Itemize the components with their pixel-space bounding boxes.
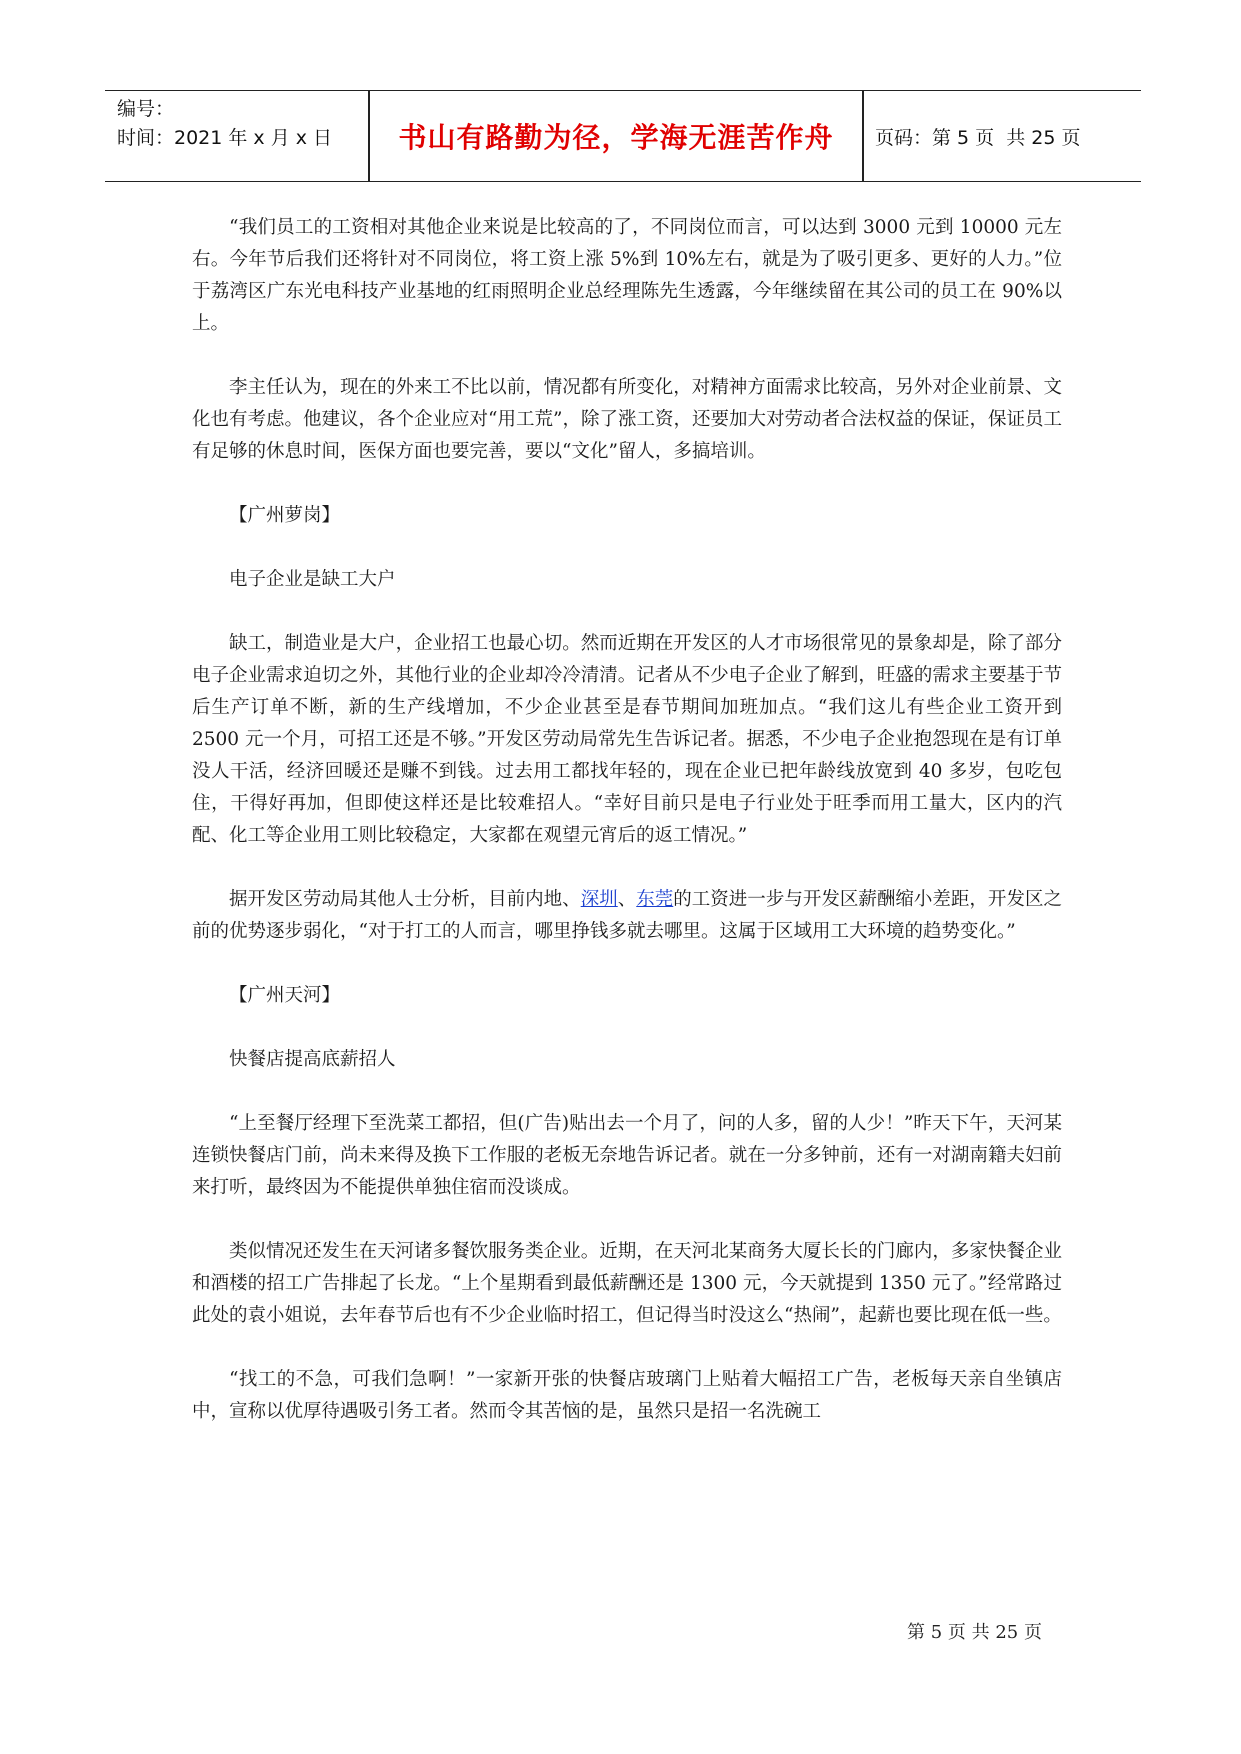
header-page-number [875, 91, 1081, 181]
paragraph: 李主任认为，现在的外来工不比以前，情况都有所变化，对精神方面需求比较高，另外对企业前景、文化也有考虑。他建议，各个企业应对“用工荒”，除了涨工资，还要加大对劳动者合法权益的保证，保证员工有足够的休息时间，医保方面也要完善，要以“文化”留人，多搞培训。 [192, 377, 1062, 462]
paragraph: 缺工，制造业是大户，企业招工也最心切。然而近期在开发区的人才市场很常见的景象却是，除了部分电子企业需求迫切之外，其他行业的企业却冷冷清清。记者从不少电子企业了解到，旺盛的需求主要基于节后生产订单不断，新的生产线增加，不少企业甚至是春节期间加班加点。“我们这儿有些企业工资开到 2500 元一个月，可招工还是不够。”开发区劳动局常先生告诉记者。据悉，不少电子企业抱怨现在是有订单没人干活，经济回暖还是赚不到钱。过去用工都找年轻的，现在企业已把年龄线放宽到 40 多岁，包吃包住，干得好再加，但即使这样还是比较难招人。“幸好目前只是电子行业处于旺季而用工量大，区内的汽配、化工等企业用工则比较稳定，大家都在观望元宵后的返工情况。” [192, 633, 1062, 846]
paragraph-with-links [192, 884, 1062, 948]
section-subheading: 电子企业是缺工大户 [229, 569, 396, 590]
document-time-label: 时间：2021 年 x 月 x 日 [117, 127, 333, 149]
paragraph: “找工的不急，可我们急啊！”一家新开张的快餐店玻璃门上贴着大幅招工广告，老板每天亲自坐镇店中，宣称以优厚待遇吸引务工者。然而令其苦恼的是，虽然只是招一名洗碗工 [192, 1369, 1062, 1422]
header-page-label: 页码：第 5 页 共 25 页 [875, 126, 1081, 149]
paragraph-text: 的工资进一步与开发区薪酬缩小差距，开发区之前的优势逐步弱化，“对于打工的人而言，哪里挣钱多就去哪里。这属于区域用工大环境的趋势变化。” [192, 889, 1062, 942]
section-heading: 【广州萝岗】 [229, 505, 341, 526]
paragraph: 类似情况还发生在天河诸多餐饮服务类企业。近期，在天河北某商务大厦长长的门廊内，多家快餐企业和酒楼的招工广告排起了长龙。“上个星期看到最低薪酬还是 1300 元，今天就提到 1350 元了。”经常路过此处的袁小姐说，去年春节后也有不少企业临时招工，但记得当时没这么“热闹”，起薪也要比现在低一些。 [192, 1241, 1062, 1326]
paragraph-text: 、 [617, 889, 637, 910]
paragraph-text: 据开发区劳动局其他人士分析，目前内地、 [229, 889, 581, 910]
page-header [105, 90, 1141, 182]
paragraph: “我们员工的工资相对其他企业来说是比较高的了，不同岗位而言，可以达到 3000 元到 10000 元左右。今年节后我们还将针对不同岗位，将工资上涨 5%到 10%左右，就是为了吸引更多、更好的人力。”位于荔湾区广东光电科技产业基地的红雨照明企业总经理陈先生透露，今年继续留在其公司的员工在 90%以上。 [192, 217, 1062, 334]
paragraph: “上至餐厅经理下至洗菜工都招，但(广告)贴出去一个月了，问的人多，留的人少！”昨天下午，天河某连锁快餐店门前，尚未来得及换下工作服的老板无奈地告诉记者。就在一分多钟前，还有一对湖南籍夫妇前来打听，最终因为不能提供单独住宿而没谈成。 [192, 1113, 1062, 1198]
link-dongguan[interactable]: 东莞 [636, 889, 674, 910]
document-number-label: 编号： [117, 98, 175, 120]
header-motto: 书山有路勤为径，学海无涯苦作舟 [398, 121, 834, 154]
link-shenzhen[interactable]: 深圳 [580, 889, 618, 910]
article-body [192, 212, 1062, 1460]
section-heading: 【广州天河】 [229, 985, 341, 1006]
page-footer: 第 5 页 共 25 页 [907, 1622, 1042, 1643]
header-divider-right [862, 91, 864, 181]
section-subheading: 快餐店提高底薪招人 [229, 1049, 396, 1070]
